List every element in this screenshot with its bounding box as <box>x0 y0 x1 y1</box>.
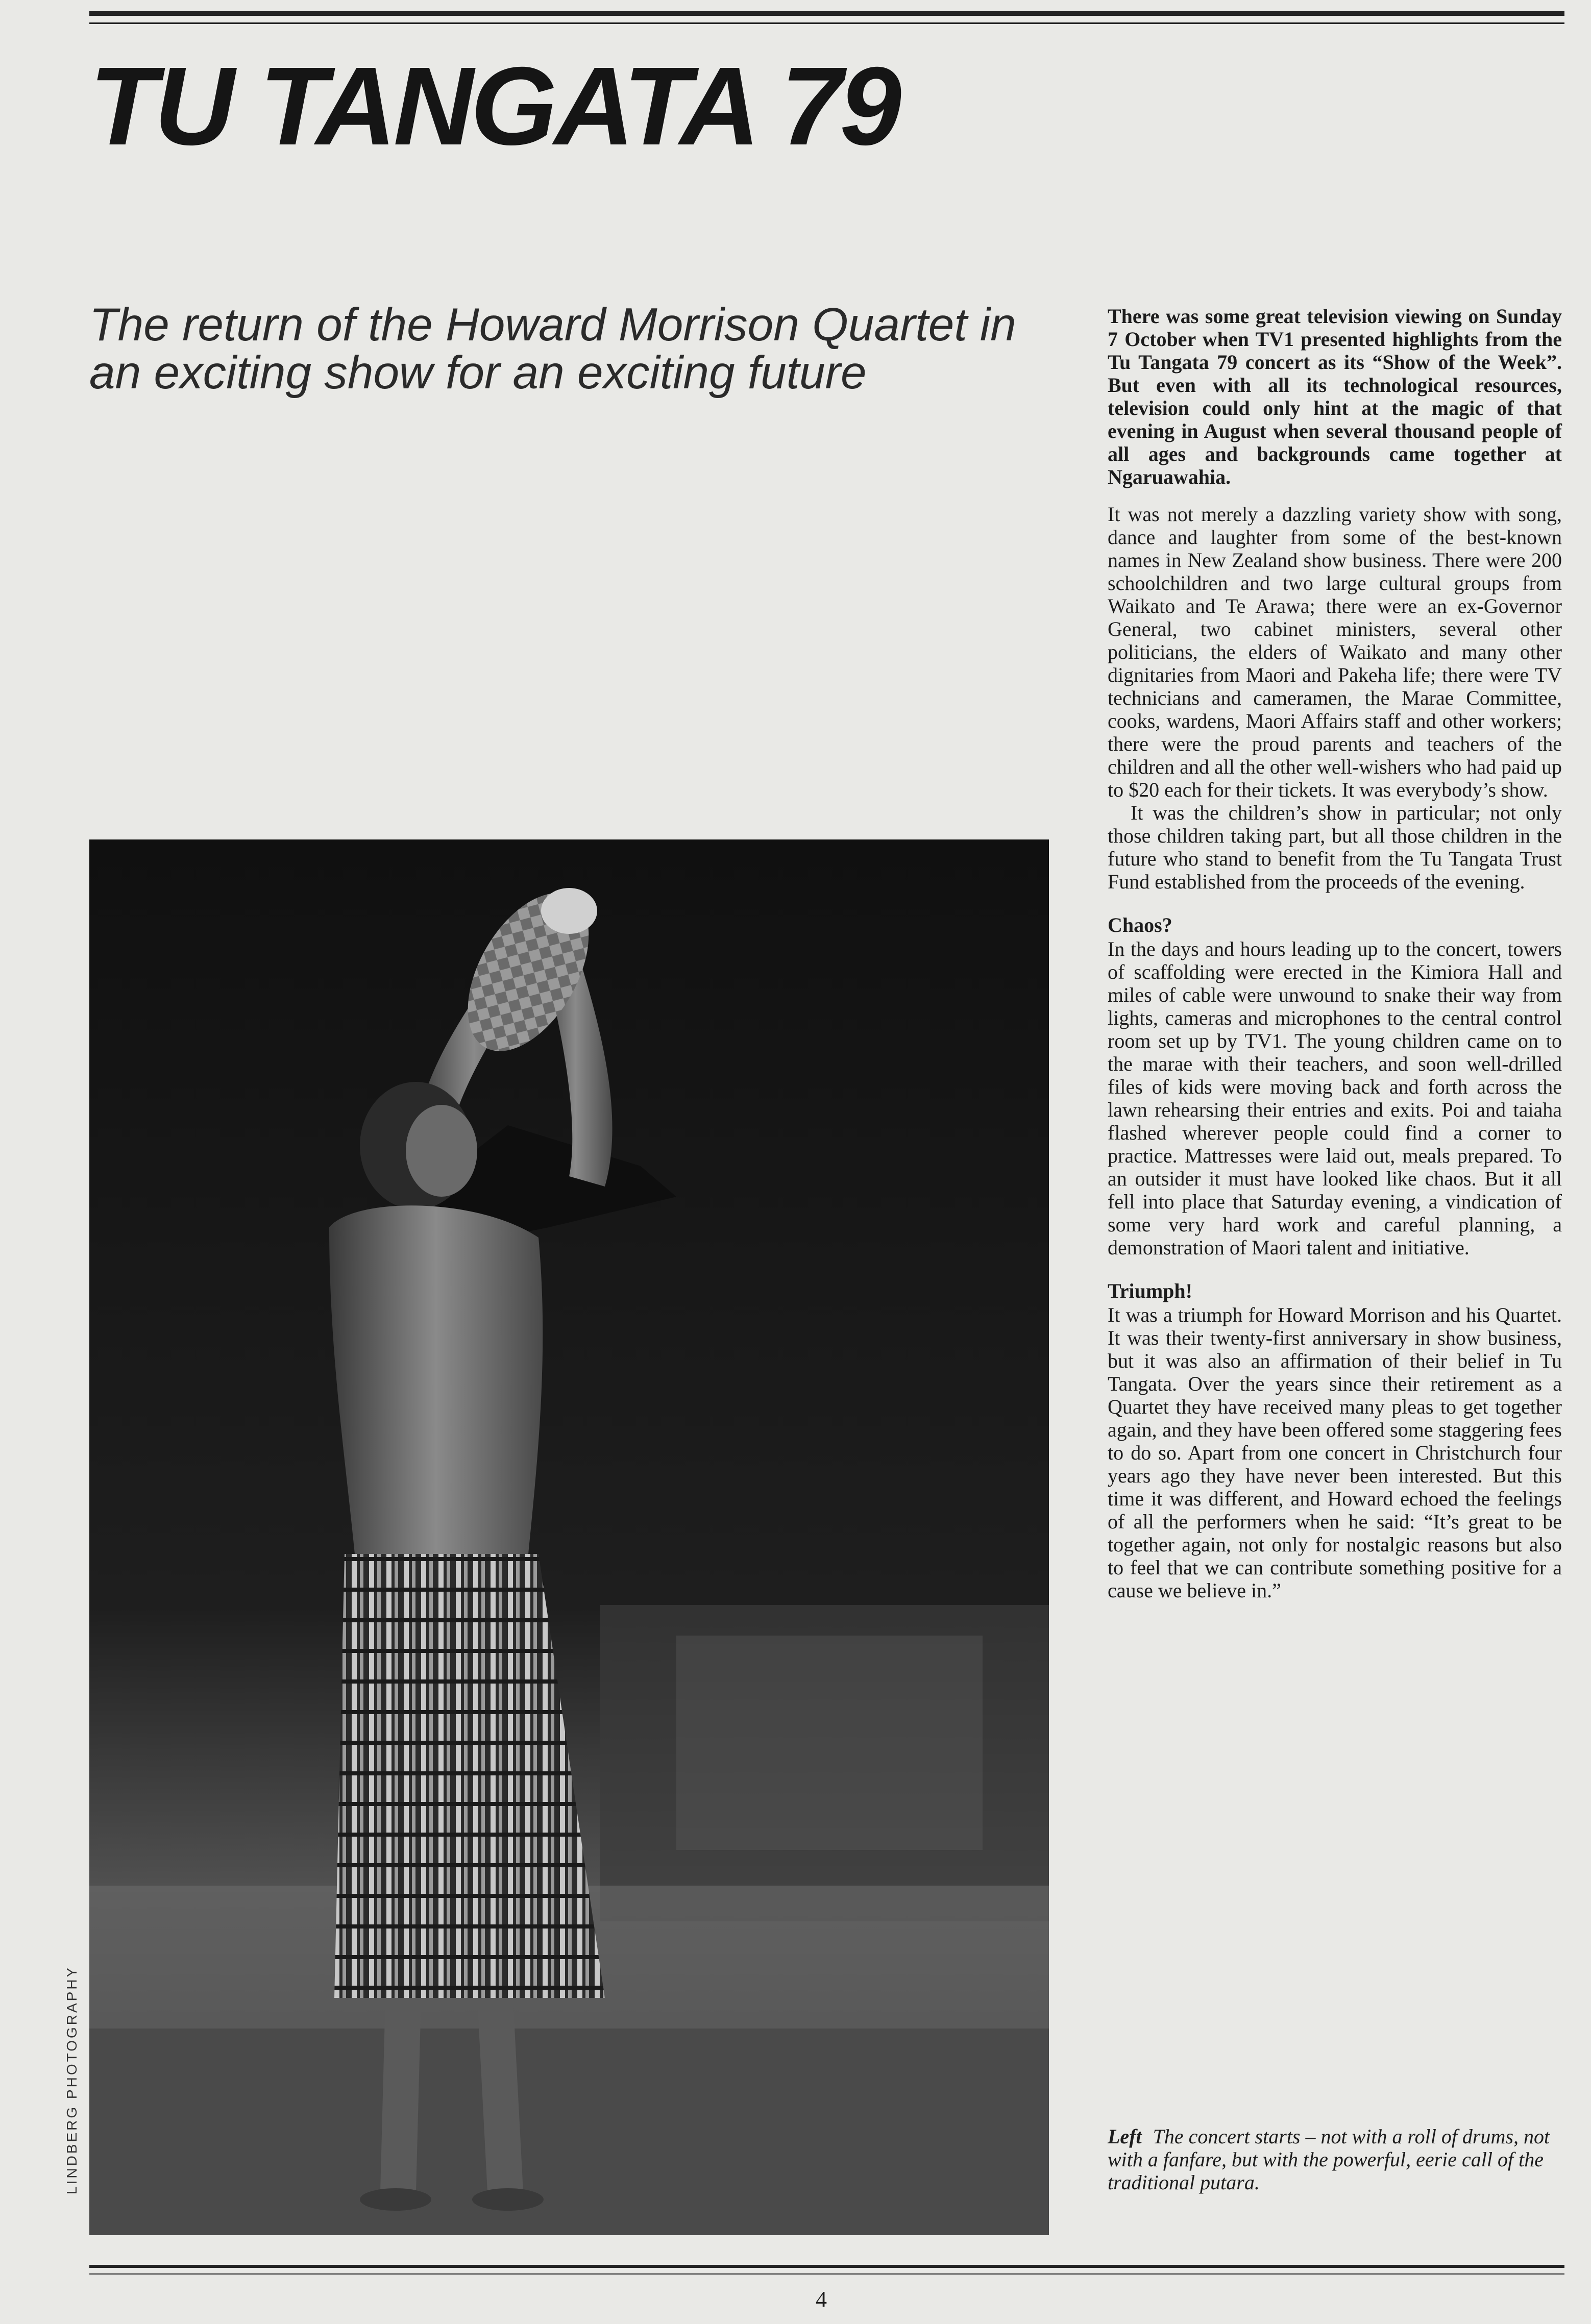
page-title: TU TANGATA 79 <box>89 44 899 168</box>
performer-photo <box>89 839 1049 2235</box>
section-heading-triumph: Triumph! <box>1108 1279 1192 1302</box>
caption-label: Left <box>1108 2125 1142 2148</box>
article-body <box>1108 305 1562 1602</box>
top-rule <box>89 11 1564 16</box>
page-number: 4 <box>816 2287 827 2312</box>
photo-caption <box>1108 2125 1567 2194</box>
article-paragraph: In the days and hours leading up to the concert, towers of scaffolding were erected in the Kimiora Hall and miles of cable were unwound to snake their way from lights, cameras and microphones to the central control room set up by TV1. The young children came on to the marae with their teachers, and soon well-drilled files of kids were moving back and forth across the lawn rehearsing their entries and exits. Poi and taiaha flashed wherever people could find a corner to practice. Mattresses were laid out, meals prepared. To an outsider it must have looked like chaos. But it all fell into place that Saturday evening, a vindication of some very hard work and careful planning, a demonstration of Maori talent and initiative. <box>1108 937 1562 1259</box>
bottom-rule-thin <box>89 2273 1564 2274</box>
bottom-rule <box>89 2265 1564 2268</box>
section-heading-chaos: Chaos? <box>1108 913 1172 936</box>
article-subtitle: The return of the Howard Morrison Quartet in an exciting show for an exciting future <box>89 299 1016 399</box>
photo-credit: LINDBERG PHOTOGRAPHY <box>64 1965 80 2194</box>
article-paragraph: It was the children’s show in particular; not only those children taking part, but all those children in the future who stand to benefit from the Tu Tangata Trust Fund established from the proceeds of the evening. <box>1108 801 1562 893</box>
article-paragraph: It was a triumph for Howard Morrison and his Quartet. It was their twenty-first anniversary in show business, but it was also an affirmation of their belief in Tu Tangata. Over the years since their retirement as a Quartet they have received many pleas to get together again, and they have been offered some staggering fees to do so. Apart from one concert in Christchurch four years ago they have never been interested. But this time it was different, and Howard echoed the feelings of all the performers when he said: “It’s great to be together again, not only for nostalgic reasons but also to feel that we can contribute something positive for a cause we believe in.” <box>1108 1303 1562 1602</box>
article-paragraph: It was not merely a dazzling variety show with song, dance and laughter from some of the best-known names in New Zealand show business. There were 200 schoolchildren and two large cultural groups from Waikato and Te Arawa; there were an ex-Governor General, two cabinet ministers, several other politicians, the elders of Waikato and many other dignitaries from Maori and Pakeha life; there were TV technicians and cameramen, the Marae Committee, cooks, wardens, Maori Affairs staff and other workers; there were the proud parents and teachers of the children and all the other well-wishers who had paid up to $20 each for their tickets. It was everybody’s show. <box>1108 503 1562 801</box>
caption-text: The concert starts – not with a roll of drums, not with a fanfare, but with the powerful, eerie call of the traditional putara. <box>1108 2125 1550 2194</box>
top-rule-thin <box>89 22 1564 24</box>
article-lead: There was some great television viewing on Sunday 7 October when TV1 presented highlights from the Tu Tangata 79 concert as its “Show of the Week”. But even with all its technological resources, television could only hint at the magic of that evening in August when several thousand people of all ages and backgrounds came together at Ngaruawahia. <box>1108 305 1562 488</box>
